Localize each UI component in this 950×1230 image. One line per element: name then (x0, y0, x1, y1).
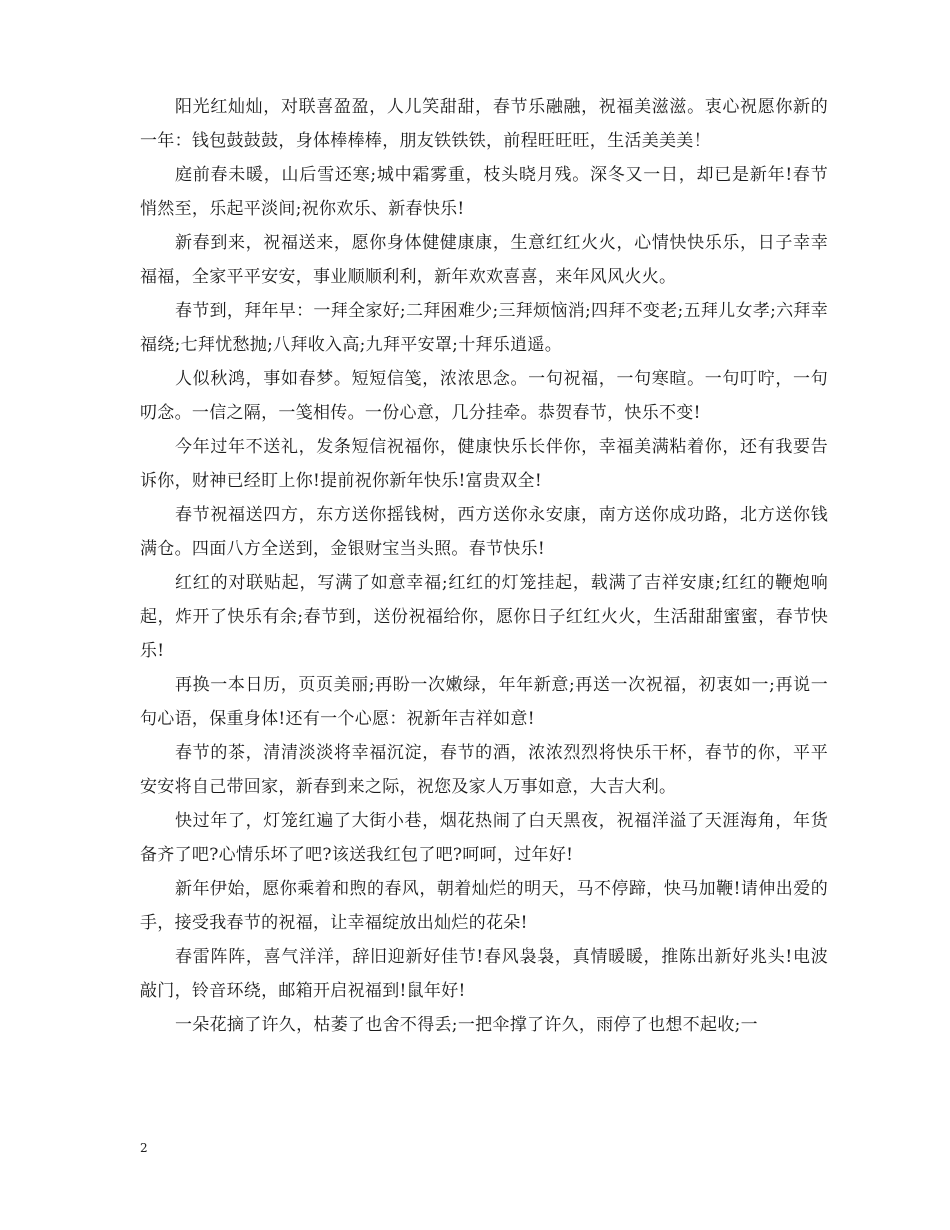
document-body (140, 90, 828, 1042)
page-number: 2 (140, 1141, 148, 1155)
paragraph-4: 春节到，拜年早：一拜全家好;二拜困难少;三拜烦恼消;四拜不变老;五拜儿女孝;六拜幸福绕;七拜忧愁抛;八拜收入高;九拜平安罩;十拜乐逍遥。 (140, 301, 828, 355)
paragraph-7: 春节祝福送四方，东方送你摇钱树，西方送你永安康，南方送你成功路，北方送你钱满仓。四面八方全送到，金银财宝当头照。春节快乐! (140, 505, 828, 559)
paragraph-5: 人似秋鸿，事如春梦。短短信笺，浓浓思念。一句祝福，一句寒暄。一句叮咛，一句叨念。一信之隔，一笺相传。一份心意，几分挂牵。恭贺春节，快乐不变! (140, 369, 828, 423)
paragraph-14: 一朵花摘了许久，枯萎了也舍不得丢;一把伞撑了许久，雨停了也想不起收;一 (175, 1015, 758, 1035)
paragraph-2: 庭前春未暖，山后雪还寒;城中霜雾重，枝头晓月残。深冬又一日，却已是新年!春节悄然至，乐起平淡间;祝你欢乐、新春快乐! (140, 165, 828, 219)
paragraph-13: 春雷阵阵，喜气洋洋，辞旧迎新好佳节!春风袅袅，真情暖暖，推陈出新好兆头!电波敲门，铃音环绕，邮箱开启祝福到!鼠年好! (140, 947, 828, 1001)
paragraph-6: 今年过年不送礼，发条短信祝福你，健康快乐长伴你，幸福美满粘着你，还有我要告诉你，财神已经盯上你!提前祝你新年快乐!富贵双全! (140, 437, 828, 491)
paragraph-8: 红红的对联贴起，写满了如意幸福;红红的灯笼挂起，载满了吉祥安康;红红的鞭炮响起，炸开了快乐有余;春节到，送份祝福给你，愿你日子红红火火，生活甜甜蜜蜜，春节快乐! (140, 573, 828, 661)
paragraph-12: 新年伊始，愿你乘着和煦的春风，朝着灿烂的明天，马不停蹄，快马加鞭!请伸出爱的手，接受我春节的祝福，让幸福绽放出灿烂的花朵! (140, 879, 828, 933)
paragraph-9: 再换一本日历，页页美丽;再盼一次嫩绿，年年新意;再送一次祝福，初衷如一;再说一句心语，保重身体!还有一个心愿：祝新年吉祥如意! (140, 675, 828, 729)
paragraph-1: 阳光红灿灿，对联喜盈盈，人儿笑甜甜，春节乐融融，祝福美滋滋。衷心祝愿你新的一年：钱包鼓鼓鼓，身体棒棒棒，朋友铁铁铁，前程旺旺旺，生活美美美！ (140, 97, 828, 151)
paragraph-11: 快过年了，灯笼红遍了大街小巷，烟花热闹了白天黑夜，祝福洋溢了天涯海角，年货备齐了吧?心情乐坏了吧?该送我红包了吧?呵呵，过年好! (140, 811, 828, 865)
paragraph-10: 春节的茶，清清淡淡将幸福沉淀，春节的酒，浓浓烈烈将快乐干杯，春节的你，平平安安将自己带回家，新春到来之际，祝您及家人万事如意，大吉大利。 (140, 743, 828, 797)
paragraph-3: 新春到来，祝福送来，愿你身体健健康康，生意红红火火，心情快快乐乐，日子幸幸福福，全家平平安安，事业顺顺利利，新年欢欢喜喜，来年风风火火。 (140, 233, 828, 287)
